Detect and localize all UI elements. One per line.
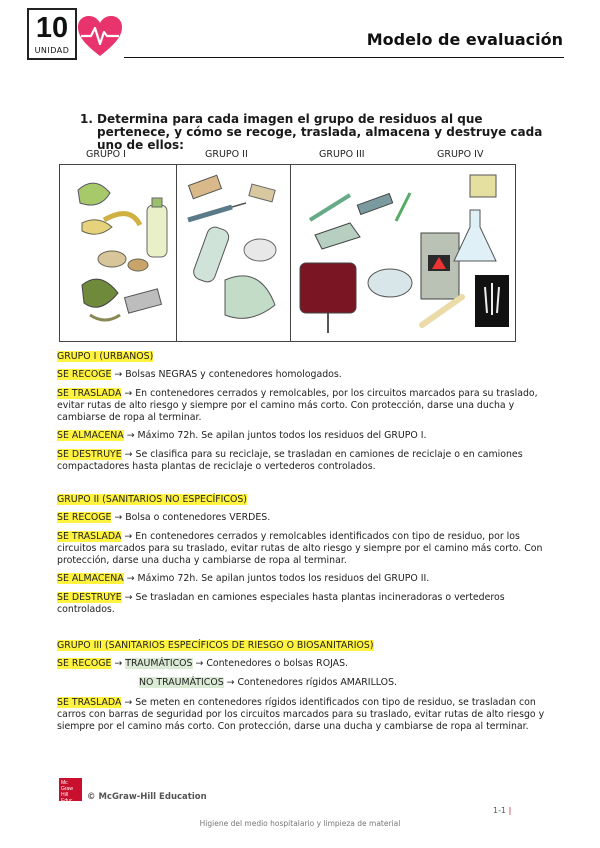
group-1-almacena: SE ALMACENA → Máximo 72h. Se apilan juntos todos los residuos del GRUPO I. xyxy=(57,430,427,442)
group-3-recoge: SE RECOGE → TRAUMÁTICOS → Contenedores o bolsas ROJAS. xyxy=(57,658,349,670)
group-2-section xyxy=(57,494,557,616)
group-3-no-traumaticos: NO TRAUMÁTICOS → Contenedores rígidos AMARILLOS. xyxy=(139,676,397,688)
chemical-waste-illustration xyxy=(421,175,509,327)
unit-label: UNIDAD xyxy=(34,46,70,55)
group-2-title: GRUPO II (SANITARIOS NO ESPECÍFICOS) xyxy=(57,494,247,505)
page-title: Modelo de evaluación xyxy=(366,30,563,49)
question-1 xyxy=(80,113,550,152)
group-3-traslada: SE TRASLADA → Se meten en contenedores rígidos identificados con tipo de residuo, se trasladan con carros con barras de seguridad por los circuitos marcados para su traslado, evitar rutas de alto riesgo y siempre por el camino más corto. Con protección, darse una ducha y cambiarse de ropa al terminar. xyxy=(57,696,545,733)
sanitary-waste-illustration xyxy=(188,175,276,318)
header-rule xyxy=(124,57,564,58)
group-3-label: GRUPO III xyxy=(319,149,365,160)
page-number: 1-1 | xyxy=(493,806,512,815)
group-3-title: GRUPO III (SANITARIOS ESPECÍFICOS DE RIESGO O BIOSANITARIOS) xyxy=(57,640,374,651)
biosanitary-waste-illustration xyxy=(300,193,412,333)
question-text: Determina para cada imagen el grupo de residuos al que pertenece, y cómo se recoge, traslada, almacena y destruye cada uno de ellos: xyxy=(97,112,543,152)
group-1-label: GRUPO I xyxy=(86,149,126,160)
unit-badge xyxy=(27,8,77,60)
question-number: 1. xyxy=(80,112,93,126)
group-1-traslada: SE TRASLADA → En contenedores cerrados y remolcables, por los circuitos marcados para su traslado, evitar rutas de alto riesgo y siempre por el camino más corto. Con protección, darse una ducha y cambiarse de ropa al terminar. xyxy=(57,387,538,424)
publisher-logo: Mc Graw Hill Educ xyxy=(59,778,82,801)
group-2-label: GRUPO II xyxy=(205,149,248,160)
group-2-recoge: SE RECOGE → Bolsa o contenedores VERDES. xyxy=(57,512,271,524)
heart-pulse-icon xyxy=(76,14,124,58)
copyright: © McGraw-Hill Education xyxy=(87,792,207,802)
group-1-recoge: SE RECOGE → Bolsas NEGRAS y contenedores homologados. xyxy=(57,369,342,381)
unit-number: 10 xyxy=(35,12,69,44)
group-3-section xyxy=(57,640,557,734)
group-2-traslada: SE TRASLADA → En contenedores cerrados y remolcables identificados con tipo de residuo, por los circuitos marcados para su traslado, evitar rutas de alto riesgo y siempre por el camino más corto. Con protección, darse una ducha y cambiarse de ropa al terminar. xyxy=(57,530,543,567)
waste-illustration xyxy=(59,164,516,342)
group-2-destruye: SE DESTRUYE → Se trasladan en camiones especiales hasta plantas incineradoras o vertederos controlados. xyxy=(57,591,505,616)
group-2-almacena: SE ALMACENA → Máximo 72h. Se apilan juntos todos los residuos del GRUPO II. xyxy=(57,573,430,585)
group-1-section xyxy=(57,351,557,473)
group-1-title: GRUPO I (URBANOS) xyxy=(57,351,154,362)
group-1-destruye: SE DESTRUYE → Se clasifica para su reciclaje, se trasladan en camiones de reciclaje o en camiones compactadores hasta plantas de reciclaje o vertederos controlados. xyxy=(57,448,523,473)
book-title-footer: Higiene del medio hospitalario y limpieza de material xyxy=(199,819,401,828)
group-4-label: GRUPO IV xyxy=(437,149,484,160)
household-waste-illustration xyxy=(78,183,167,320)
